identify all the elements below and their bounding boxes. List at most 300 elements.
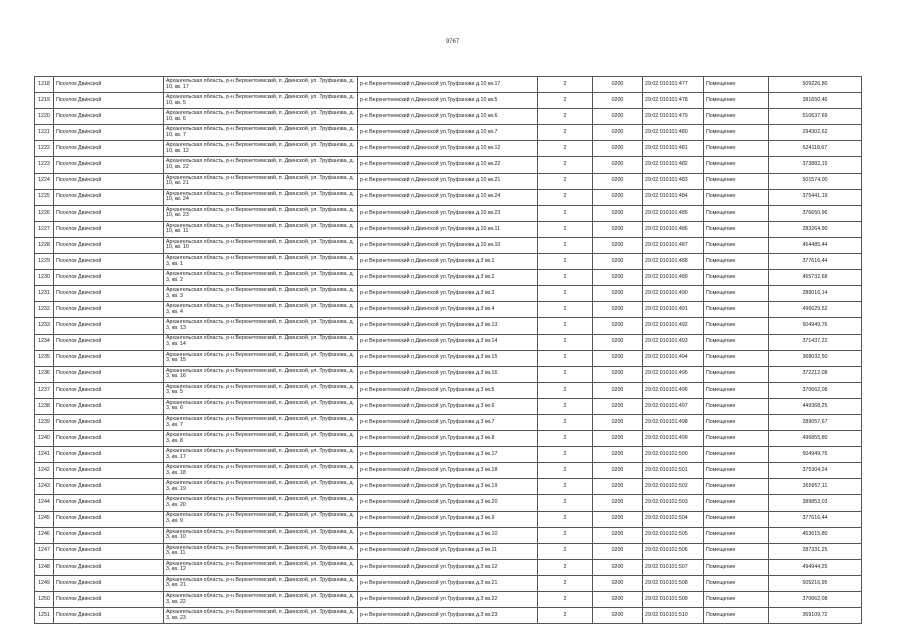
- row-number: 1249: [35, 575, 54, 591]
- location-cell: р-н Верхнетоемский п.Двинской ул.Труфанова д.3 кв.23: [358, 608, 538, 624]
- code-cell: 0200: [593, 366, 643, 382]
- settlement-cell: Поселок Двинской: [54, 302, 164, 318]
- row-number: 1247: [35, 543, 54, 559]
- cadastral-number-cell: 29:02:010101:494: [643, 350, 704, 366]
- settlement-cell: Поселок Двинской: [54, 334, 164, 350]
- table-row: [35, 511, 862, 527]
- table-row: [35, 141, 862, 157]
- value-cell: 368032,50: [769, 350, 862, 366]
- object-type-cell: Помещение: [704, 479, 769, 495]
- code-cell: 0200: [593, 511, 643, 527]
- quantity-cell: 2: [538, 414, 593, 430]
- code-cell: 0200: [593, 608, 643, 624]
- location-cell: р-н Верхнетоемский п.Двинской ул.Труфанова д.3 кв.1: [358, 254, 538, 270]
- address-cell: Архангельская область, р-н Верхнетоемский, п. Двинской, ул. Труфанова, д. 10, кв. 6: [164, 109, 358, 125]
- property-table: [34, 76, 862, 624]
- object-type-cell: Помещение: [704, 189, 769, 205]
- row-number: 1220: [35, 109, 54, 125]
- cadastral-number-cell: 29:02:010101:495: [643, 366, 704, 382]
- settlement-cell: Поселок Двинской: [54, 543, 164, 559]
- quantity-cell: 2: [538, 221, 593, 237]
- settlement-cell: Поселок Двинской: [54, 463, 164, 479]
- object-type-cell: Помещение: [704, 575, 769, 591]
- table-row: [35, 366, 862, 382]
- value-cell: 381650,46: [769, 93, 862, 109]
- cadastral-number-cell: 29:02:010101:486: [643, 221, 704, 237]
- quantity-cell: 2: [538, 189, 593, 205]
- quantity-cell: 2: [538, 77, 593, 93]
- value-cell: 289057,67: [769, 414, 862, 430]
- object-type-cell: Помещение: [704, 447, 769, 463]
- quantity-cell: 2: [538, 543, 593, 559]
- row-number: 1243: [35, 479, 54, 495]
- location-cell: р-н Верхнетоемский п.Двинской ул.Труфанова д.3 кв.20: [358, 495, 538, 511]
- value-cell: 496629,52: [769, 302, 862, 318]
- location-cell: р-н Верхнетоемский п.Двинской ул.Труфанова д.3 кв.3: [358, 286, 538, 302]
- location-cell: р-н Верхнетоемский п.Двинской ул.Труфанова д.3 кв.17: [358, 447, 538, 463]
- cadastral-number-cell: 29:02:010101:507: [643, 559, 704, 575]
- object-type-cell: Помещение: [704, 141, 769, 157]
- cadastral-number-cell: 29:02:010101:491: [643, 302, 704, 318]
- code-cell: 0200: [593, 270, 643, 286]
- location-cell: р-н Верхнетоемский п.Двинской ул.Труфанова д.3 кв.19: [358, 479, 538, 495]
- value-cell: 453615,80: [769, 527, 862, 543]
- cadastral-number-cell: 29:02:010101:498: [643, 414, 704, 430]
- settlement-cell: Поселок Двинской: [54, 221, 164, 237]
- settlement-cell: Поселок Двинской: [54, 109, 164, 125]
- code-cell: 0200: [593, 431, 643, 447]
- value-cell: 454485,44: [769, 237, 862, 253]
- location-cell: р-н Верхнетоемский п.Двинской ул.Труфанова д.3 кв.10: [358, 527, 538, 543]
- table-row: [35, 334, 862, 350]
- settlement-cell: Поселок Двинской: [54, 511, 164, 527]
- object-type-cell: Помещение: [704, 431, 769, 447]
- value-cell: 375441,19: [769, 189, 862, 205]
- location-cell: р-н Верхнетоемский п.Двинской ул.Труфанова д.3 кв.22: [358, 592, 538, 608]
- value-cell: 504949,76: [769, 447, 862, 463]
- cadastral-number-cell: 29:02:010101:483: [643, 173, 704, 189]
- code-cell: 0200: [593, 157, 643, 173]
- address-cell: Архангельская область, р-н Верхнетоемский, п. Двинской, ул. Труфанова, д. 10, кв. 22: [164, 157, 358, 173]
- quantity-cell: 2: [538, 511, 593, 527]
- row-number: 1239: [35, 414, 54, 430]
- object-type-cell: Помещение: [704, 559, 769, 575]
- table-row: [35, 302, 862, 318]
- address-cell: Архангельская область, р-н Верхнетоемский, п. Двинской, ул. Труфанова, д. 10, кв. 21: [164, 173, 358, 189]
- address-cell: Архангельская область, р-н Верхнетоемский, п. Двинской, ул. Труфанова, д. 3, кв. 12: [164, 559, 358, 575]
- table-row: [35, 382, 862, 398]
- address-cell: Архангельская область, р-н Верхнетоемский, п. Двинской, ул. Труфанова, д. 3, кв. 8: [164, 431, 358, 447]
- row-number: 1225: [35, 189, 54, 205]
- cadastral-number-cell: 29:02:010101:478: [643, 93, 704, 109]
- location-cell: р-н Верхнетоемский п.Двинской ул.Труфанова д.10 кв.11: [358, 221, 538, 237]
- value-cell: 389853,03: [769, 495, 862, 511]
- value-cell: 375304,24: [769, 463, 862, 479]
- code-cell: 0200: [593, 109, 643, 125]
- quantity-cell: 2: [538, 173, 593, 189]
- cadastral-number-cell: 29:02:010101:477: [643, 77, 704, 93]
- row-number: 1236: [35, 366, 54, 382]
- settlement-cell: Поселок Двинской: [54, 157, 164, 173]
- settlement-cell: Поселок Двинской: [54, 575, 164, 591]
- address-cell: Архангельская область, р-н Верхнетоемский, п. Двинской, ул. Труфанова, д. 3, кв. 7: [164, 414, 358, 430]
- address-cell: Архангельская область, р-н Верхнетоемский, п. Двинской, ул. Труфанова, д. 3, кв. 11: [164, 543, 358, 559]
- quantity-cell: 2: [538, 302, 593, 318]
- location-cell: р-н Верхнетоемский п.Двинской ул.Труфанова д.10 кв.17: [358, 77, 538, 93]
- quantity-cell: 2: [538, 350, 593, 366]
- code-cell: 0200: [593, 527, 643, 543]
- value-cell: 287331,25: [769, 543, 862, 559]
- object-type-cell: Помещение: [704, 366, 769, 382]
- value-cell: 370662,08: [769, 382, 862, 398]
- cadastral-number-cell: 29:02:010101:488: [643, 254, 704, 270]
- address-cell: Архангельская область, р-н Верхнетоемский, п. Двинской, ул. Труфанова, д. 10, кв. 5: [164, 93, 358, 109]
- location-cell: р-н Верхнетоемский п.Двинской ул.Труфанова д.3 кв.9: [358, 511, 538, 527]
- object-type-cell: Помещение: [704, 382, 769, 398]
- object-type-cell: Помещение: [704, 254, 769, 270]
- row-number: 1221: [35, 125, 54, 141]
- location-cell: р-н Верхнетоемский п.Двинской ул.Труфанова д.10 кв.7: [358, 125, 538, 141]
- settlement-cell: Поселок Двинской: [54, 592, 164, 608]
- cadastral-number-cell: 29:02:010101:497: [643, 398, 704, 414]
- table-row: [35, 463, 862, 479]
- object-type-cell: Помещение: [704, 511, 769, 527]
- address-cell: Архангельская область, р-н Верхнетоемский, п. Двинской, ул. Труфанова, д. 3, кв. 18: [164, 463, 358, 479]
- value-cell: 504949,76: [769, 318, 862, 334]
- row-number: 1240: [35, 431, 54, 447]
- table-row: [35, 592, 862, 608]
- quantity-cell: 2: [538, 479, 593, 495]
- code-cell: 0200: [593, 302, 643, 318]
- code-cell: 0200: [593, 77, 643, 93]
- cadastral-number-cell: 29:02:010101:489: [643, 270, 704, 286]
- row-number: 1233: [35, 318, 54, 334]
- settlement-cell: Поселок Двинской: [54, 77, 164, 93]
- row-number: 1235: [35, 350, 54, 366]
- cadastral-number-cell: 29:02:010101:481: [643, 141, 704, 157]
- table-row: [35, 447, 862, 463]
- table-row: [35, 350, 862, 366]
- quantity-cell: 2: [538, 398, 593, 414]
- object-type-cell: Помещение: [704, 125, 769, 141]
- table-body: [35, 77, 862, 624]
- address-cell: Архангельская область, р-н Верхнетоемский, п. Двинской, ул. Труфанова, д. 3, кв. 16: [164, 366, 358, 382]
- address-cell: Архангельская область, р-н Верхнетоемский, п. Двинской, ул. Труфанова, д. 3, кв. 4: [164, 302, 358, 318]
- settlement-cell: Поселок Двинской: [54, 447, 164, 463]
- table-row: [35, 527, 862, 543]
- settlement-cell: Поселок Двинской: [54, 125, 164, 141]
- table-row: [35, 237, 862, 253]
- location-cell: р-н Верхнетоемский п.Двинской ул.Труфанова д.3 кв.6: [358, 398, 538, 414]
- value-cell: 373882,15: [769, 157, 862, 173]
- address-cell: Архангельская область, р-н Верхнетоемский, п. Двинской, ул. Труфанова, д. 3, кв. 15: [164, 350, 358, 366]
- cadastral-number-cell: 29:02:010101:492: [643, 318, 704, 334]
- code-cell: 0200: [593, 592, 643, 608]
- value-cell: 377616,44: [769, 511, 862, 527]
- object-type-cell: Помещение: [704, 77, 769, 93]
- cadastral-number-cell: 29:02:010101:482: [643, 157, 704, 173]
- quantity-cell: 2: [538, 141, 593, 157]
- address-cell: Архангельская область, р-н Верхнетоемский, п. Двинской, ул. Труфанова, д. 3, кв. 9: [164, 511, 358, 527]
- value-cell: 289016,14: [769, 286, 862, 302]
- code-cell: 0200: [593, 382, 643, 398]
- cadastral-number-cell: 29:02:010101:485: [643, 205, 704, 221]
- object-type-cell: Помещение: [704, 334, 769, 350]
- address-cell: Архангельская область, р-н Верхнетоемский, п. Двинской, ул. Труфанова, д. 10, кв. 17: [164, 77, 358, 93]
- settlement-cell: Поселок Двинской: [54, 527, 164, 543]
- value-cell: 510637,69: [769, 109, 862, 125]
- table-row: [35, 221, 862, 237]
- table-row: [35, 608, 862, 624]
- row-number: 1241: [35, 447, 54, 463]
- table-row: [35, 173, 862, 189]
- quantity-cell: 2: [538, 559, 593, 575]
- address-cell: Архангельская область, р-н Верхнетоемский, п. Двинской, ул. Труфанова, д. 3, кв. 20: [164, 495, 358, 511]
- object-type-cell: Помещение: [704, 157, 769, 173]
- address-cell: Архангельская область, р-н Верхнетоемский, п. Двинской, ул. Труфанова, д. 10, кв. 24: [164, 189, 358, 205]
- table-row: [35, 479, 862, 495]
- settlement-cell: Поселок Двинской: [54, 479, 164, 495]
- code-cell: 0200: [593, 463, 643, 479]
- cadastral-number-cell: 29:02:010101:479: [643, 109, 704, 125]
- quantity-cell: 2: [538, 109, 593, 125]
- object-type-cell: Помещение: [704, 527, 769, 543]
- cadastral-number-cell: 29:02:010101:490: [643, 286, 704, 302]
- value-cell: 496855,80: [769, 431, 862, 447]
- location-cell: р-н Верхнетоемский п.Двинской ул.Труфанова д.10 кв.24: [358, 189, 538, 205]
- cadastral-number-cell: 29:02:010101:499: [643, 431, 704, 447]
- address-cell: Архангельская область, р-н Верхнетоемский, п. Двинской, ул. Труфанова, д. 3, кв. 10: [164, 527, 358, 543]
- settlement-cell: Поселок Двинской: [54, 398, 164, 414]
- row-number: 1242: [35, 463, 54, 479]
- value-cell: 509226,80: [769, 77, 862, 93]
- object-type-cell: Помещение: [704, 463, 769, 479]
- value-cell: 283264,90: [769, 221, 862, 237]
- code-cell: 0200: [593, 318, 643, 334]
- quantity-cell: 2: [538, 463, 593, 479]
- location-cell: р-н Верхнетоемский п.Двинской ул.Труфанова д.3 кв.12: [358, 559, 538, 575]
- code-cell: 0200: [593, 93, 643, 109]
- location-cell: р-н Верхнетоемский п.Двинской ул.Труфанова д.3 кв.4: [358, 302, 538, 318]
- cadastral-number-cell: 29:02:010101:502: [643, 479, 704, 495]
- code-cell: 0200: [593, 221, 643, 237]
- settlement-cell: Поселок Двинской: [54, 93, 164, 109]
- code-cell: 0200: [593, 559, 643, 575]
- object-type-cell: Помещение: [704, 237, 769, 253]
- row-number: 1227: [35, 221, 54, 237]
- location-cell: р-н Верхнетоемский п.Двинской ул.Труфанова д.3 кв.13: [358, 318, 538, 334]
- address-cell: Архангельская область, р-н Верхнетоемский, п. Двинской, ул. Труфанова, д. 10, кв. 11: [164, 221, 358, 237]
- value-cell: 524118,67: [769, 141, 862, 157]
- quantity-cell: 2: [538, 93, 593, 109]
- row-number: 1248: [35, 559, 54, 575]
- object-type-cell: Помещение: [704, 592, 769, 608]
- table-row: [35, 318, 862, 334]
- quantity-cell: 2: [538, 157, 593, 173]
- code-cell: 0200: [593, 141, 643, 157]
- row-number: 1230: [35, 270, 54, 286]
- code-cell: 0200: [593, 334, 643, 350]
- location-cell: р-н Верхнетоемский п.Двинской ул.Труфанова д.10 кв.5: [358, 93, 538, 109]
- location-cell: р-н Верхнетоемский п.Двинской ул.Труфанова д.10 кв.10: [358, 237, 538, 253]
- object-type-cell: Помещение: [704, 495, 769, 511]
- object-type-cell: Помещение: [704, 173, 769, 189]
- code-cell: 0200: [593, 125, 643, 141]
- address-cell: Архангельская область, р-н Верхнетоемский, п. Двинской, ул. Труфанова, д. 3, кв. 14: [164, 334, 358, 350]
- location-cell: р-н Верхнетоемский п.Двинской ул.Труфанова д.10 кв.12: [358, 141, 538, 157]
- cadastral-number-cell: 29:02:010101:496: [643, 382, 704, 398]
- cadastral-number-cell: 29:02:010101:509: [643, 592, 704, 608]
- row-number: 1231: [35, 286, 54, 302]
- value-cell: 370662,08: [769, 592, 862, 608]
- object-type-cell: Помещение: [704, 286, 769, 302]
- cadastral-number-cell: 29:02:010101:493: [643, 334, 704, 350]
- location-cell: р-н Верхнетоемский п.Двинской ул.Труфанова д.3 кв.18: [358, 463, 538, 479]
- code-cell: 0200: [593, 398, 643, 414]
- code-cell: 0200: [593, 254, 643, 270]
- address-cell: Архангельская область, р-н Верхнетоемский, п. Двинской, ул. Труфанова, д. 3, кв. 19: [164, 479, 358, 495]
- code-cell: 0200: [593, 479, 643, 495]
- object-type-cell: Помещение: [704, 318, 769, 334]
- settlement-cell: Поселок Двинской: [54, 495, 164, 511]
- table-row: [35, 270, 862, 286]
- value-cell: 371437,22: [769, 334, 862, 350]
- address-cell: Архангельская область, р-н Верхнетоемский, п. Двинской, ул. Труфанова, д. 3, кв. 2: [164, 270, 358, 286]
- object-type-cell: Помещение: [704, 205, 769, 221]
- value-cell: 372212,08: [769, 366, 862, 382]
- address-cell: Архангельская область, р-н Верхнетоемский, п. Двинской, ул. Труфанова, д. 10, кв. 12: [164, 141, 358, 157]
- value-cell: 377616,44: [769, 254, 862, 270]
- cadastral-number-cell: 29:02:010101:503: [643, 495, 704, 511]
- code-cell: 0200: [593, 173, 643, 189]
- settlement-cell: Поселок Двинской: [54, 414, 164, 430]
- quantity-cell: 2: [538, 318, 593, 334]
- row-number: 1228: [35, 237, 54, 253]
- cadastral-number-cell: 29:02:010101:505: [643, 527, 704, 543]
- object-type-cell: Помещение: [704, 302, 769, 318]
- code-cell: 0200: [593, 543, 643, 559]
- location-cell: р-н Верхнетоемский п.Двинской ул.Труфанова д.10 кв.6: [358, 109, 538, 125]
- object-type-cell: Помещение: [704, 221, 769, 237]
- quantity-cell: 2: [538, 286, 593, 302]
- value-cell: 505216,95: [769, 575, 862, 591]
- quantity-cell: 2: [538, 575, 593, 591]
- location-cell: р-н Верхнетоемский п.Двинской ул.Труфанова д.3 кв.2: [358, 270, 538, 286]
- address-cell: Архангельская область, р-н Верхнетоемский, п. Двинской, ул. Труфанова, д. 3, кв. 21: [164, 575, 358, 591]
- row-number: 1232: [35, 302, 54, 318]
- object-type-cell: Помещение: [704, 93, 769, 109]
- row-number: 1234: [35, 334, 54, 350]
- address-cell: Архангельская область, р-н Верхнетоемский, п. Двинской, ул. Труфанова, д. 3, кв. 5: [164, 382, 358, 398]
- code-cell: 0200: [593, 447, 643, 463]
- settlement-cell: Поселок Двинской: [54, 189, 164, 205]
- settlement-cell: Поселок Двинской: [54, 318, 164, 334]
- value-cell: 449368,25: [769, 398, 862, 414]
- address-cell: Архангельская область, р-н Верхнетоемский, п. Двинской, ул. Труфанова, д. 10, кв. 10: [164, 237, 358, 253]
- location-cell: р-н Верхнетоемский п.Двинской ул.Труфанова д.10 кв.22: [358, 157, 538, 173]
- table-row: [35, 205, 862, 221]
- quantity-cell: 2: [538, 366, 593, 382]
- quantity-cell: 2: [538, 125, 593, 141]
- quantity-cell: 2: [538, 608, 593, 624]
- quantity-cell: 2: [538, 495, 593, 511]
- address-cell: Архангельская область, р-н Верхнетоемский, п. Двинской, ул. Труфанова, д. 10, кв. 23: [164, 205, 358, 221]
- settlement-cell: Поселок Двинской: [54, 205, 164, 221]
- quantity-cell: 2: [538, 382, 593, 398]
- quantity-cell: 2: [538, 205, 593, 221]
- settlement-cell: Поселок Двинской: [54, 608, 164, 624]
- address-cell: Архангельская область, р-н Верхнетоемский, п. Двинской, ул. Труфанова, д. 3, кв. 23: [164, 608, 358, 624]
- code-cell: 0200: [593, 237, 643, 253]
- cadastral-number-cell: 29:02:010101:500: [643, 447, 704, 463]
- location-cell: р-н Верхнетоемский п.Двинской ул.Труфанова д.3 кв.16: [358, 366, 538, 382]
- row-number: 1251: [35, 608, 54, 624]
- location-cell: р-н Верхнетоемский п.Двинской ул.Труфанова д.3 кв.7: [358, 414, 538, 430]
- quantity-cell: 2: [538, 254, 593, 270]
- row-number: 1246: [35, 527, 54, 543]
- code-cell: 0200: [593, 286, 643, 302]
- value-cell: 494944,25: [769, 559, 862, 575]
- table-row: [35, 254, 862, 270]
- address-cell: Архангельская область, р-н Верхнетоемский, п. Двинской, ул. Труфанова, д. 3, кв. 1: [164, 254, 358, 270]
- quantity-cell: 2: [538, 237, 593, 253]
- cadastral-number-cell: 29:02:010101:480: [643, 125, 704, 141]
- settlement-cell: Поселок Двинской: [54, 270, 164, 286]
- row-number: 1218: [35, 77, 54, 93]
- row-number: 1229: [35, 254, 54, 270]
- address-cell: Архангельская область, р-н Верхнетоемский, п. Двинской, ул. Труфанова, д. 3, кв. 13: [164, 318, 358, 334]
- location-cell: р-н Верхнетоемский п.Двинской ул.Труфанова д.3 кв.11: [358, 543, 538, 559]
- settlement-cell: Поселок Двинской: [54, 431, 164, 447]
- quantity-cell: 2: [538, 592, 593, 608]
- value-cell: 501574,00: [769, 173, 862, 189]
- row-number: 1237: [35, 382, 54, 398]
- quantity-cell: 2: [538, 431, 593, 447]
- table-row: [35, 559, 862, 575]
- address-cell: Архангельская область, р-н Верхнетоемский, п. Двинской, ул. Труфанова, д. 3, кв. 6: [164, 398, 358, 414]
- address-cell: Архангельская область, р-н Верхнетоемский, п. Двинской, ул. Труфанова, д. 3, кв. 3: [164, 286, 358, 302]
- value-cell: 365957,11: [769, 479, 862, 495]
- cadastral-number-cell: 29:02:010101:504: [643, 511, 704, 527]
- row-number: 1226: [35, 205, 54, 221]
- settlement-cell: Поселок Двинской: [54, 366, 164, 382]
- table-row: [35, 414, 862, 430]
- object-type-cell: Помещение: [704, 608, 769, 624]
- address-cell: Архангельская область, р-н Верхнетоемский, п. Двинской, ул. Труфанова, д. 10, кв. 7: [164, 125, 358, 141]
- cadastral-number-cell: 29:02:010101:487: [643, 237, 704, 253]
- quantity-cell: 2: [538, 334, 593, 350]
- settlement-cell: Поселок Двинской: [54, 382, 164, 398]
- value-cell: 369109,72: [769, 608, 862, 624]
- code-cell: 0200: [593, 575, 643, 591]
- cadastral-number-cell: 29:02:010101:508: [643, 575, 704, 591]
- table-row: [35, 189, 862, 205]
- cadastral-number-cell: 29:02:010101:484: [643, 189, 704, 205]
- table-row: [35, 495, 862, 511]
- object-type-cell: Помещение: [704, 350, 769, 366]
- value-cell: 294302,62: [769, 125, 862, 141]
- row-number: 1244: [35, 495, 54, 511]
- row-number: 1245: [35, 511, 54, 527]
- location-cell: р-н Верхнетоемский п.Двинской ул.Труфанова д.10 кв.23: [358, 205, 538, 221]
- quantity-cell: 2: [538, 527, 593, 543]
- code-cell: 0200: [593, 350, 643, 366]
- address-cell: Архангельская область, р-н Верхнетоемский, п. Двинской, ул. Труфанова, д. 3, кв. 22: [164, 592, 358, 608]
- table-row: [35, 286, 862, 302]
- value-cell: 376650,96: [769, 205, 862, 221]
- object-type-cell: Помещение: [704, 414, 769, 430]
- row-number: 1250: [35, 592, 54, 608]
